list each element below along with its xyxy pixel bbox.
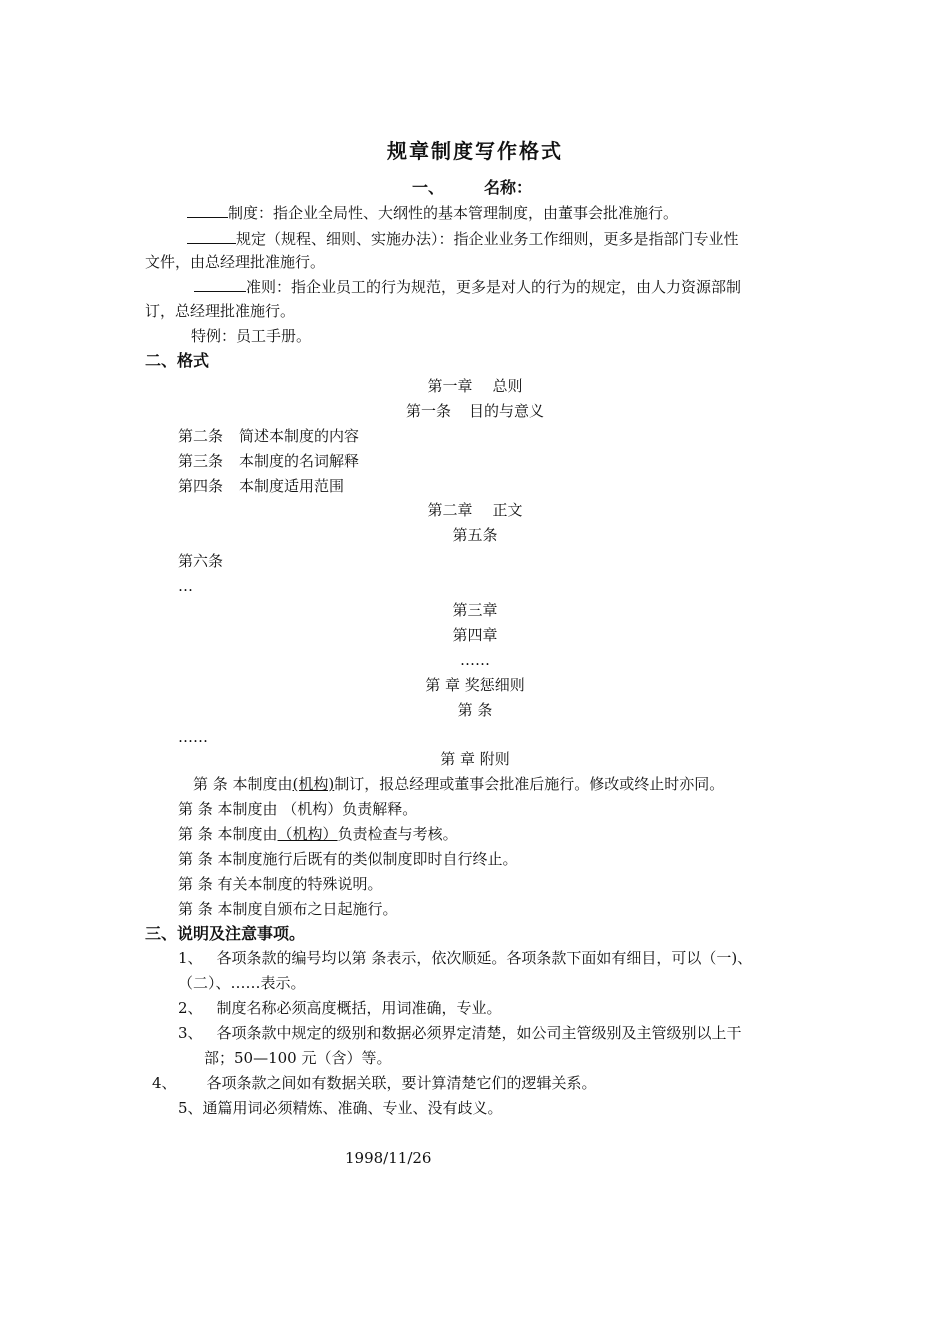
article-3: 第三条 本制度的名词解释: [178, 452, 360, 470]
name-item-guiding: 规定（规程、细则、实施办法）：指企业业务工作细则，更多是指部门专业性: [187, 228, 739, 249]
chapter-appendix: 第 章 附则: [440, 750, 510, 768]
document-title: 规章制度写作格式: [387, 139, 563, 163]
note-3: 3、 各项条款中规定的级别和数据必须界定清楚，如公司主管级别及主管级别以上干: [178, 1024, 742, 1042]
appendix-article-5: 第 条 有关本制度的特殊说明。: [178, 875, 383, 893]
name-item-zhidu: 制度：指企业全局性、大纲性的基本管理制度，由董事会批准施行。: [187, 202, 678, 223]
note-1-cont: （二）、……表示。: [178, 974, 306, 992]
document-date: 1998/11/26: [345, 1149, 432, 1167]
blank-line: [187, 202, 228, 218]
appendix-article-2: 第 条 本制度由 （机构）负责解释。: [178, 800, 418, 818]
section1-heading: [412, 178, 532, 198]
article-2: 第二条 简述本制度的内容: [178, 427, 360, 445]
ellipsis-center: ……: [460, 651, 490, 669]
chapter-3: 第三章: [452, 601, 498, 619]
note-1: 1、 各项条款的编号均以第 条表示，依次顺延。各项条款下面如有细目，可以（一)、: [178, 949, 753, 967]
appendix-article-6: 第 条 本制度自颁布之日起施行。: [178, 900, 398, 918]
name-item-zhunze-cont: 订，总经理批准施行。: [145, 302, 296, 320]
section1-heading-number: 一、: [412, 178, 445, 197]
article-4: 第四条 本制度适用范围: [178, 477, 345, 495]
article-blank: 第 条: [457, 701, 493, 719]
name-item-zhunze: 准则：指企业员工的行为规范，更多是对人的行为的规定，由人力资源部制: [194, 276, 741, 297]
article-5: 第五条: [452, 526, 498, 544]
appendix-article-3: 第 条 本制度由（机构）负责检查与考核。: [178, 825, 458, 843]
article-6: 第六条: [178, 552, 224, 570]
note-5: 5、通篇用词必须精炼、准确、专业、没有歧义。: [178, 1099, 503, 1117]
organization-placeholder: (机构): [292, 775, 335, 793]
note-4: 4、 各项条款之间如有数据关联，要计算清楚它们的逻辑关系。: [152, 1074, 597, 1092]
chapter-4: 第四章: [452, 626, 498, 644]
note-3-cont: 部；50—100 元（含）等。: [204, 1049, 392, 1067]
blank-line: [187, 228, 236, 244]
organization-placeholder: （机构）: [277, 825, 338, 843]
appendix-article-4: 第 条 本制度施行后既有的类似制度即时自行终止。: [178, 850, 518, 868]
section3-heading: 三、说明及注意事项。: [145, 924, 306, 943]
blank-line: [194, 276, 246, 292]
chapter-1: 第一章 总则: [427, 377, 523, 395]
article-1: 第一条 目的与意义: [405, 402, 545, 420]
chapter-2: 第二章 正文: [427, 501, 523, 519]
name-item-guiding-cont: 文件，由总经理批准施行。: [145, 253, 326, 271]
section1-heading-text: 名称：: [484, 178, 533, 197]
ellipsis-short: …: [178, 577, 193, 595]
ellipsis-left: ……: [178, 728, 208, 746]
chapter-reward: 第 章 奖惩细则: [425, 676, 525, 694]
special-example: 特例：员工手册。: [191, 327, 312, 345]
note-2: 2、 制度名称必须高度概括，用词准确，专业。: [178, 999, 502, 1017]
section2-heading: 二、格式: [145, 351, 210, 370]
appendix-article-1: 第 条 本制度由(机构)制订，报总经理或董事会批准后施行。修改或终止时亦同。: [193, 775, 725, 793]
